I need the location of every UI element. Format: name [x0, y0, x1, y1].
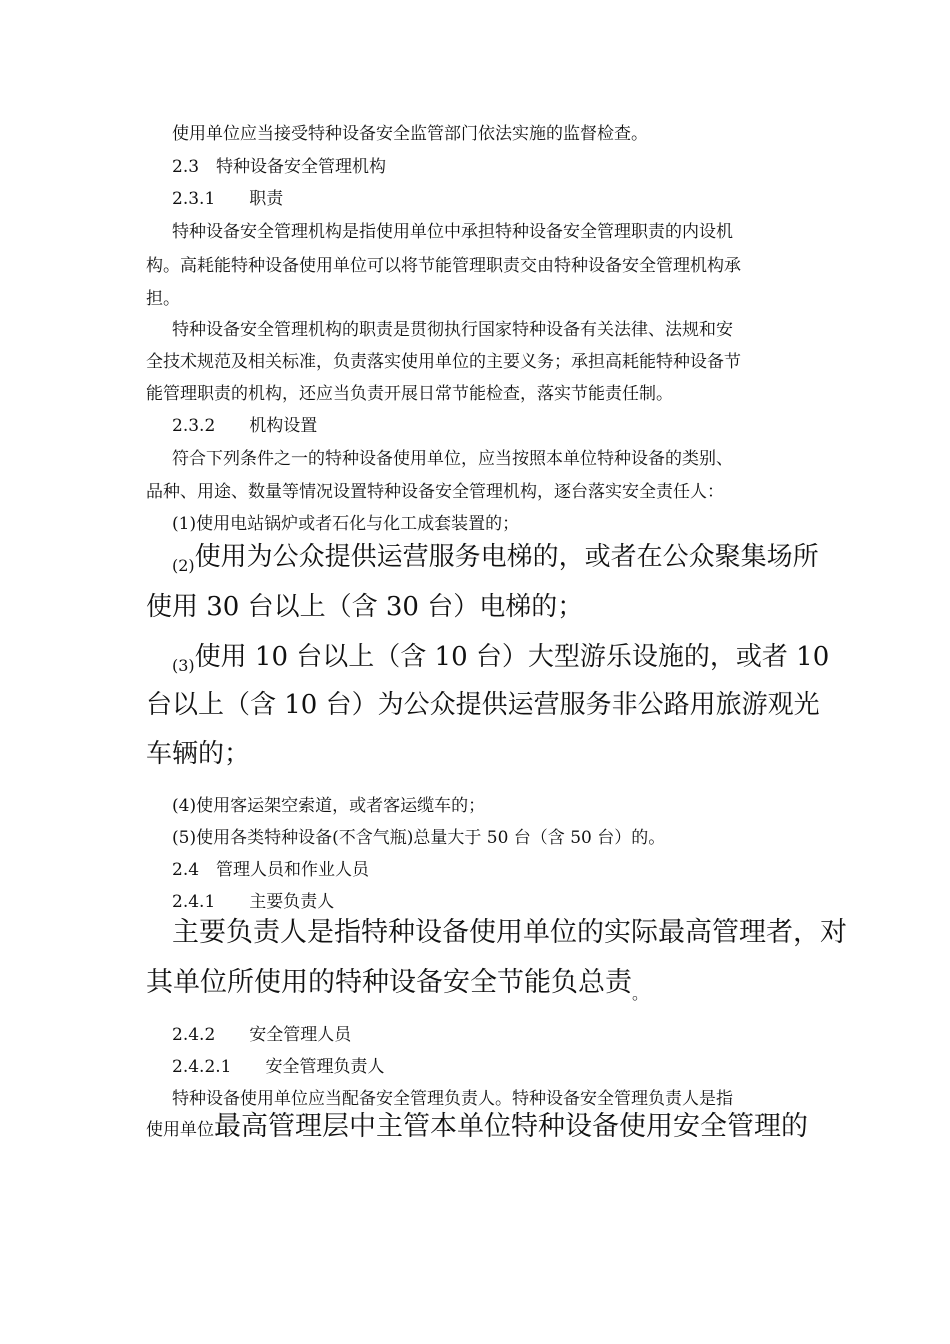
list-item-text: 使用 10 台以上（含 10 台）大型游乐设施的，或者 10: [194, 642, 830, 672]
paragraph-line: 全技术规范及相关标准，负责落实使用单位的主要义务；承担高耗能特种设备节: [146, 352, 741, 372]
paragraph-text-small: 使用单位: [146, 1120, 214, 1140]
list-marker: (2): [172, 556, 195, 575]
paragraph-line: 台以上（含 10 台）为公众提供运营服务非公路用旅游观光: [146, 690, 820, 720]
paragraph-line: 使用 30 台以上（含 30 台）电梯的；: [146, 592, 584, 622]
paragraph-line: 特种设备使用单位应当配备安全管理负责人。特种设备安全管理负责人是指: [172, 1089, 733, 1109]
list-item-text: 使用为公众提供运营服务电梯的，或者在公众聚集场所: [194, 542, 819, 572]
section-heading-2-4-1: 2.4.1 主要负责人: [172, 892, 335, 912]
section-heading-2-3-2: 2.3.2 机构设置: [172, 416, 318, 436]
section-heading-2-4: 2.4 管理人员和作业人员: [172, 860, 370, 880]
paragraph-line: 符合下列条件之一的特种设备使用单位，应当按照本单位特种设备的类别、: [172, 449, 733, 469]
paragraph-line: 车辆的；: [146, 739, 251, 769]
paragraph-line: 使用单位应当接受特种设备安全监管部门依法实施的监督检查。: [172, 124, 648, 144]
list-item-1: (1)使用电站锅炉或者石化与化工成套装置的；: [172, 514, 520, 534]
section-heading-2-3-1: 2.3.1 职责: [172, 189, 284, 209]
paragraph-line: [146, 966, 648, 1011]
list-item-5: (5)使用各类特种设备(不含气瓶)总量大于 50 台（含 50 台）的。: [172, 828, 666, 848]
section-heading-2-3: 2.3 特种设备安全管理机构: [172, 157, 387, 177]
paragraph-line: 主要负责人是指特种设备使用单位的实际最高管理者，对: [172, 917, 847, 948]
paragraph-line: 特种设备安全管理机构是指使用单位中承担特种设备安全管理职责的内设机: [172, 222, 733, 242]
paragraph-line: 构。高耗能特种设备使用单位可以将节能管理职责交由特种设备安全管理机构承: [146, 256, 741, 276]
section-heading-2-4-2-1: 2.4.2.1 安全管理负责人: [172, 1057, 385, 1077]
list-item-2: [172, 540, 819, 583]
list-marker: (3): [172, 656, 195, 675]
paragraph-text: 其单位所使用的特种设备安全节能负总责: [146, 967, 632, 998]
paragraph-line: 品种、用途、数量等情况设置特种设备安全管理机构，逐台落实安全责任人：: [146, 482, 724, 502]
list-item-4: (4)使用客运架空索道，或者客运缆车的；: [172, 796, 486, 816]
list-item-3: [172, 640, 829, 683]
paragraph-line: 能管理职责的机构，还应当负责开展日常节能检查，落实节能责任制。: [146, 384, 673, 404]
paragraph-line: 担。: [146, 289, 180, 309]
paragraph-line: 特种设备安全管理机构的职责是贯彻执行国家特种设备有关法律、法规和安: [172, 320, 733, 340]
section-heading-2-4-2: 2.4.2 安全管理人员: [172, 1025, 352, 1045]
period-mark: 。: [632, 984, 649, 1003]
paragraph-text: 最高管理层中主管本单位特种设备使用安全管理的: [214, 1111, 808, 1142]
paragraph-line: [146, 1110, 808, 1147]
